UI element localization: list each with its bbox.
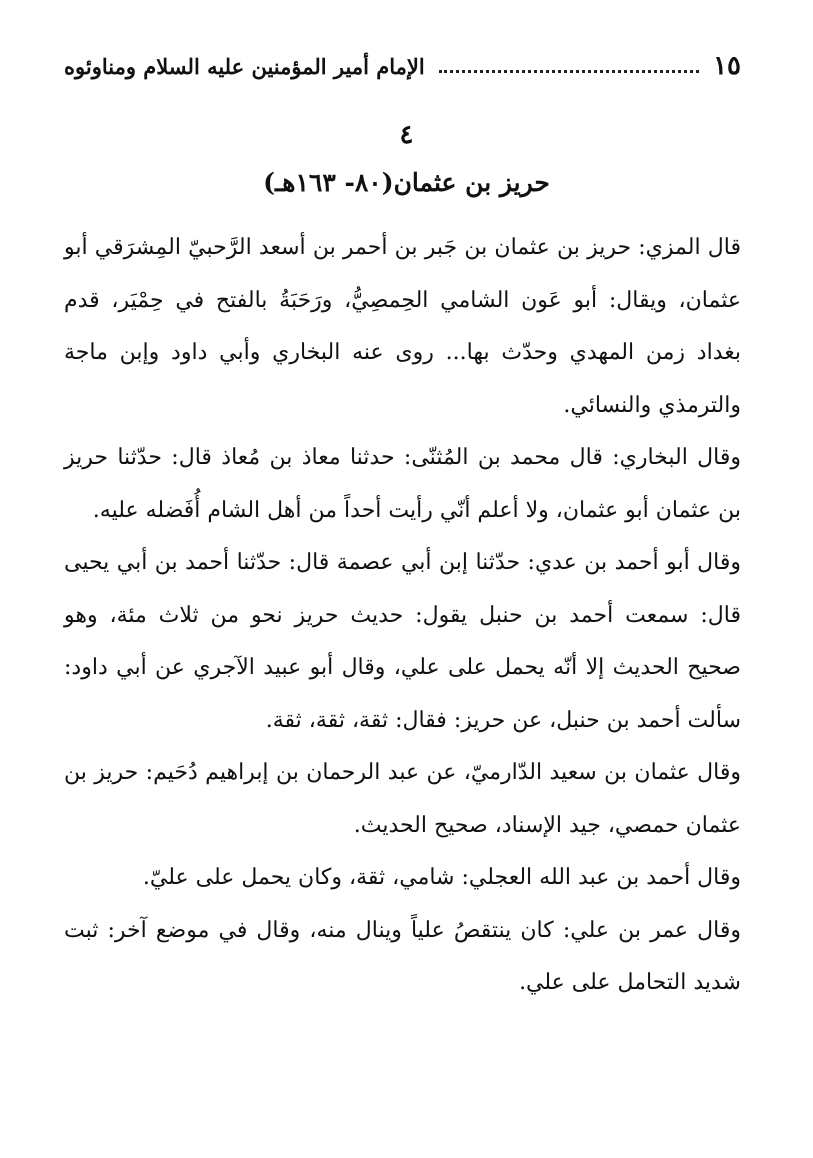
page-number: ١٥ — [713, 51, 741, 81]
paragraph: وقال البخاري: قال محمد بن المُثنّى: حدثنا معاذ بن مُعاذ قال: حدّثنا حريز بن عثمان أبو عثمان، ولا أعلم أنّي رأيت أحداً من أهل الشام أُفَضله عليه. — [64, 445, 741, 523]
running-head-title: الإمام أمير المؤمنين عليه السلام ومناوئوه — [64, 53, 425, 79]
paragraph: وقال عمر بن علي: كان ينتقصُ علياً وينال منه، وقال في موضع آخر: ثبت شديد التحامل على علي. — [64, 917, 741, 995]
running-head — [64, 46, 741, 86]
entry-title: حريز بن عثمان(٨٠- ١٦٣هـ) — [263, 168, 550, 197]
paragraph: وقال عثمان بن سعيد الدّارميّ، عن عبد الرحمان بن إبراهيم دُحَيم: حريز بن عثمان حمصي، جيد الإسناد، صحيح الحديث. — [64, 760, 741, 838]
body-text — [64, 222, 741, 1010]
paragraph: قال المزي: حريز بن عثمان بن جَبر بن أحمر بن أسعد الرَّحبيّ المِشرَقي أبو عثمان، ويقال: أبو عَون الشامي الحِمصِيُّ، ورَحَبَةُ بالفتح في حِمْيَر، قدم بغداد زمن المهدي وحدّث بها... روى عنه البخاري وأبي داود وإبن ماجة والترمذي والنسائي. — [64, 235, 741, 418]
entry-number: ٤ — [399, 120, 414, 150]
paragraph: وقال أبو أحمد بن عدي: حدّثنا إبن أبي عصمة قال: حدّثنا أحمد بن أبي يحيى قال: سمعت أحمد بن حنبل يقول: حديث حريز نحو من ثلاث مئة، وهو صحيح الحديث إلا أنّه يحمل على علي، وقال أبو عبيد الآجري عن أبي داود: سألت أحمد بن حنبل، عن حريز: فقال: ثقة، ثقة، ثقة. — [64, 550, 741, 733]
leader-dots — [439, 60, 699, 73]
paragraph: وقال أحمد بن عبد الله العجلي: شامي، ثقة، وكان يحمل على عليّ. — [142, 865, 741, 890]
